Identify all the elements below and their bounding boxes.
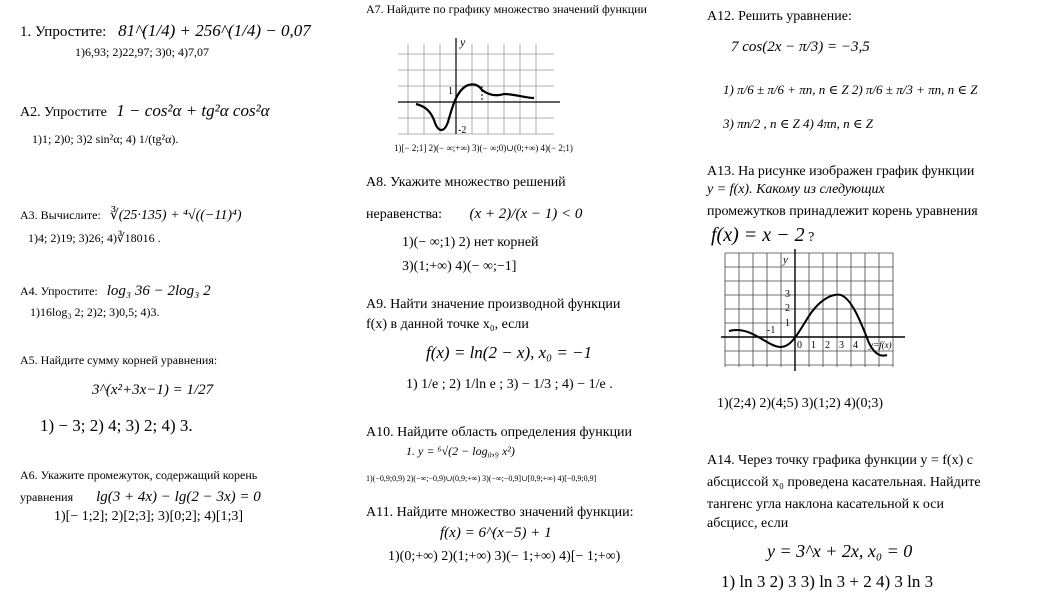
graph-grid xyxy=(398,44,554,134)
question-7-graph xyxy=(394,34,564,138)
y-axis-label: y xyxy=(460,35,466,49)
question-13-expression: f(x) = x − 2 xyxy=(711,224,805,246)
question-3-answers: 1)4; 2)19; 3)26; 4)∛18016 . xyxy=(28,231,161,245)
tick-label-2: 2 xyxy=(785,303,790,314)
question-14-title-2: абсциссой x₀ проведена касательная. Найдите xyxy=(707,475,981,490)
tick-label-3: 3 xyxy=(785,289,790,300)
question-4-expression: log₃ 36 − 2log₃ 2 xyxy=(106,283,211,299)
question-2-expression: 1 − cos²α + tg²α cos²α xyxy=(116,101,270,120)
question-10-answers: 1)(−0,9;0,9) 2)(−∞;−0,9)∪(0,9;+∞) 3)(−∞;−0,9]∪[0,9;+∞) 4)[−0,9;0,9] xyxy=(366,474,597,483)
question-14-expression: y = 3^x + 2x, x₀ = 0 xyxy=(767,541,913,561)
question-12-answers-2: 3) πn/2 , n ∈ Z 4) 4πn, n ∈ Z xyxy=(723,116,874,131)
curve-label: y=f(x) xyxy=(869,340,892,350)
question-2-title: А2. Упростите xyxy=(20,105,107,120)
y-axis-label: y xyxy=(783,254,788,266)
question-8-title-2: неравенства: xyxy=(366,207,443,222)
question-13-title: А13. На рисунке изображен график функции xyxy=(707,164,975,179)
question-13-title-3: промежутков принадлежит корень уравнения xyxy=(707,204,978,219)
question-6-title-2: уравнения xyxy=(20,490,74,504)
tick-label-x4: 4 xyxy=(853,340,858,351)
graph-grid xyxy=(725,253,893,367)
question-1-expression: 81^(1/4) + 256^(1/4) − 0,07 xyxy=(118,21,311,40)
question-9-answers: 1) 1/e ; 2) 1/ln e ; 3) − 1/3 ; 4) − 1/e . xyxy=(406,377,613,392)
question-14-title: А14. Через точку графика функции y = f(x) с xyxy=(707,453,973,468)
question-3-expression: ∛(25·135) + ⁴√((−11)⁴) xyxy=(109,208,242,223)
question-9-title-2: f(x) в данной точке x₀, если xyxy=(366,317,529,332)
tick-label-x1: 1 xyxy=(811,340,816,351)
question-4-answers: 1)16log₃ 2; 2)2; 3)0,5; 4)3. xyxy=(30,305,160,319)
question-6-title: А6. Укажите промежуток, содержащий корень xyxy=(20,468,258,482)
tick-label-1: 1 xyxy=(785,318,790,329)
question-8-answers-1: 1)(− ∞;1) 2) нет корней xyxy=(402,235,539,250)
question-10-title: А10. Найдите область определения функции xyxy=(366,425,633,440)
tick-label-x2: 2 xyxy=(825,340,830,351)
question-12-title: А12. Решить уравнение: xyxy=(707,9,852,24)
question-7-title: А7. Найдите по графику множество значений функции xyxy=(366,2,647,16)
question-10-expression: 1. y = ⁶√(2 − log₀,₉ x²) xyxy=(406,444,515,458)
question-4-title: А4. Упростите: xyxy=(20,284,98,298)
question-14-title-3: тангенс угла наклона касательной к оси xyxy=(707,497,944,512)
question-12-answers-1: 1) π/6 ± π/6 + πn, n ∈ Z 2) π/6 ± π/3 + πn, n ∈ Z xyxy=(723,82,978,97)
question-1-title: 1. Упростите: xyxy=(20,24,107,40)
question-8-expression: (x + 2)/(x − 1) < 0 xyxy=(469,206,583,222)
question-5-answers: 1) − 3; 2) 4; 3) 2; 4) 3. xyxy=(40,416,193,435)
question-13-answers: 1)(2;4) 2)(4;5) 3)(1;2) 4)(0;3) xyxy=(717,396,884,411)
question-13-qmark: ? xyxy=(808,230,815,245)
tick-label-minus-1: -1 xyxy=(767,325,776,336)
tick-label-1: 1 xyxy=(448,86,453,97)
question-11-answers: 1)(0;+∞) 2)(1;+∞) 3)(− 1;+∞) 4)[− 1;+∞) xyxy=(388,549,621,564)
question-11-title: А11. Найдите множество значений функции: xyxy=(366,505,634,520)
tick-label-minus-2: -2 xyxy=(458,125,467,136)
question-3-title: А3. Вычислите: xyxy=(20,208,101,222)
question-9-title: А9. Найти значение производной функции xyxy=(366,297,621,312)
question-11-expression: f(x) = 6^(x−5) + 1 xyxy=(440,525,552,541)
question-2-answers: 1)1; 2)0; 3)2 sin²α; 4) 1/(tg²α). xyxy=(32,132,179,146)
question-5-title: А5. Найдите сумму корней уравнения: xyxy=(20,353,218,367)
question-12-expression: 7 cos(2x − π/3) = −3,5 xyxy=(731,39,870,55)
function-curve xyxy=(416,84,534,130)
question-14-title-4: абсцисс, если xyxy=(707,516,789,531)
question-6-answers: 1)[− 1;2]; 2)[2;3]; 3)[0;2]; 4)[1;3] xyxy=(54,509,244,524)
question-5-expression: 3^(x²+3x−1) = 1/27 xyxy=(92,382,214,398)
question-13-graph xyxy=(721,247,907,373)
question-8-answers-2: 3)(1;+∞) 4)(− ∞;−1] xyxy=(402,259,517,274)
question-1-answers: 1)6,93; 2)22,97; 3)0; 4)7,07 xyxy=(75,45,209,59)
question-13-title-2: y = f(x). Какому из следующих xyxy=(707,182,885,197)
question-6-expression: lg(3 + 4x) − lg(2 − 3x) = 0 xyxy=(96,489,261,505)
tick-label-0: 0 xyxy=(797,340,802,351)
tick-label-x3: 3 xyxy=(839,340,844,351)
question-7-answers: 1)[− 2;1] 2)(− ∞;+∞) 3)(− ∞;0)∪(0;+∞) 4)(− 2;1) xyxy=(394,143,573,153)
question-8-title: А8. Укажите множество решений xyxy=(366,175,566,190)
question-14-answers: 1) ln 3 2) 3 3) ln 3 + 2 4) 3 ln 3 xyxy=(721,572,934,591)
question-9-expression: f(x) = ln(2 − x), x₀ = −1 xyxy=(426,343,593,362)
